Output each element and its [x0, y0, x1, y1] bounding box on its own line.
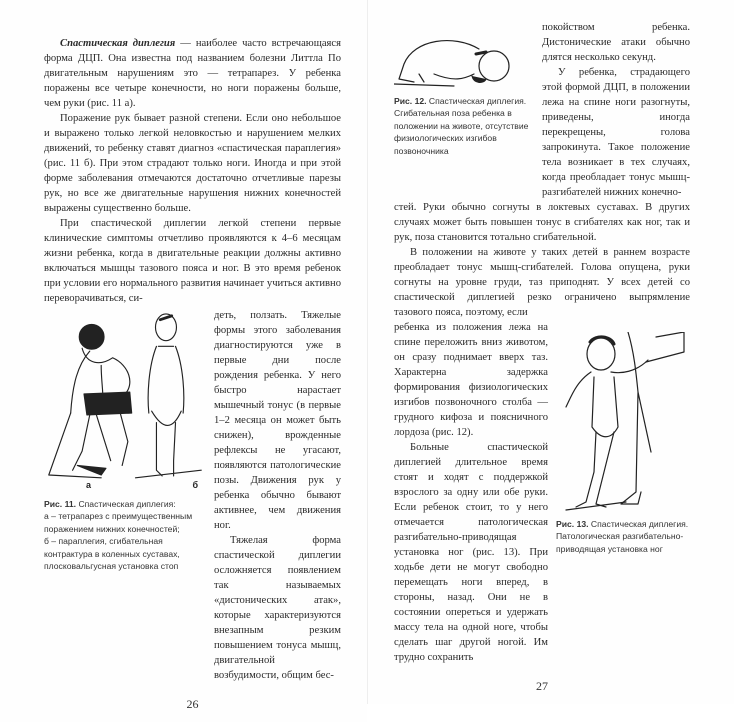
caption-text: Спастическая диплегия. Сгибательная поза ребенка в положении на животе, отсутствие физиологических изгибов позвоночника — [394, 96, 529, 156]
figure-11 — [44, 308, 206, 572]
left-figure-row — [44, 308, 341, 683]
caption-title: Рис. 12. — [394, 96, 427, 106]
right-bottom-row — [394, 320, 690, 665]
figure-11-caption — [44, 498, 206, 572]
figure-12-caption — [394, 95, 534, 157]
figure-11-label-a: а — [86, 480, 92, 490]
caption-item-a: а – тетрапарез с преимущественным поражением нижних конечностей; — [44, 511, 193, 534]
paragraph: Поражение рук бывает разной степени. Если оно небольшое и выражено только легкой неловкостью и нарушением мелких движений, то ребенку ставят диагноз «спастическая параплегия» (рис. 11 б). При этом страдают только ноги. Иногда и при этой форме заболевания отмечаются достаточно отчетливые парезы рук, но все же двигательные нарушения нижних конечностей выражены существенно больше. — [44, 113, 341, 214]
caption-title: Рис. 13. — [556, 519, 589, 529]
right-text-column-bottom — [394, 320, 548, 665]
paragraph: деть, ползать. Тяжелые формы этого заболевания диагностируются уже в первые дни после рождения ребенка. У него быстро нарастает мышечный тонус (в первые 1–2 месяца он может быть снижен), врожденные рефлексы не угасают, появляются патологические позы. Движения рук у ребенка обычно бывают активнее, чем движения ног. — [214, 310, 341, 531]
figure-11-labels — [44, 480, 206, 492]
figure-13-illustration — [556, 332, 686, 512]
figure-13 — [556, 332, 690, 555]
term-lead: Спастическая диплегия — [60, 38, 176, 49]
paragraph: покойством ребенка. Дистонические атаки обычно длятся несколько секунд. — [542, 22, 690, 63]
figure-11-illustration — [44, 308, 206, 480]
caption-item-b: б – параплегия, сгибательная контрактура в коленных суставах, плосковальгусная установка стоп — [44, 536, 180, 572]
figure-11-label-b: б — [192, 480, 198, 490]
paragraph: стей. Руки обычно согнуты в локтевых суставах. В других случаях может быть повышен тонус в сгибателях как ног, так и рук, поза становится тотально сгибательной. — [394, 202, 690, 243]
paragraph: В положении на животе у таких детей в раннем возрасте преобладает тонус мышц-сгибателей. Голова опущена, руки согнуты на уровне груди, таз приподнят. У всех детей со спастической диплегией резко ограничено выпрямление тазового пояса, поэтому, если — [394, 247, 690, 318]
paragraph-text: — наиболее часто встречающаяся форма ДЦП. Она известна под названием болезни Литтла По двигательным нарушениям это — тетрапарез. У ребенка поражены все четыре конечности, но ноги поражены больше, чем руки (рис. 11 а). — [44, 38, 342, 109]
right-top-row — [394, 20, 690, 200]
paragraph: У ребенка, страдающего этой формой ДЦП, в положении лежа на спине ноги разогнуты, приведены, иногда перекрещены, голова запрокинута. Такое положение тела возникает в тех случаях, когда преобладает тонус мышц-разгибателей нижних конечно- — [542, 67, 690, 198]
page-number: 26 — [186, 697, 199, 711]
right-page — [367, 0, 734, 704]
caption-text: Спастическая диплегия. Патологическая разгибательно-приводящая установка ног — [556, 519, 689, 554]
paragraph: Больные спастической диплегией длительное время стоят и ходят с поддержкой взрослого за одну или обе руки. Если ребенок стоит, то у него отмечается патологическая разгибательно-приводящая установка ног (рис. 13). При ходьбе дети не могут свободно перемещать ноги вперед, в стороны, назад. Они не в состоянии опереться и удержать массу тела на одной ноге, чтобы сделать шаг другой ногой. Им трудно сохранить — [394, 442, 548, 663]
left-text-column — [214, 308, 341, 683]
page-number: 27 — [536, 679, 548, 693]
right-text-full — [394, 200, 690, 320]
right-text-column-top — [542, 20, 690, 200]
paragraph: При спастической диплегии легкой степени первые клинические симптомы отчетливо проявляются к 4–6 месяцам жизни ребенка, когда в двигательные реакции должны активно включаться мышцы тазового пояса и ног. В это время ребенок при условии его нормального развития начинает учиться активно переворачиваться, си- — [44, 218, 341, 304]
caption-text: Спастическая диплегия: — [78, 499, 176, 509]
left-text-top — [44, 36, 341, 306]
paragraph: Тяжелая форма спастической диплегии осложняется появлением так называемых «дистонических атак», которые характеризуются внезапным резким повышением тонуса мышц, двигательной возбудимости, общим бес- — [214, 535, 341, 681]
figure-12-illustration — [394, 34, 524, 89]
figure-12 — [394, 34, 534, 157]
caption-title: Рис. 11. — [44, 499, 77, 509]
figure-13-caption — [556, 518, 690, 555]
paragraph — [44, 36, 341, 111]
paragraph: ребенка из положения лежа на спине переложить вниз животом, он сразу поднимает вверх таз. Характерна задержка формирования физиологических изгибов позвоночного столба — грудного кифоза и поясничного лордоза (рис. 12). — [394, 322, 548, 438]
